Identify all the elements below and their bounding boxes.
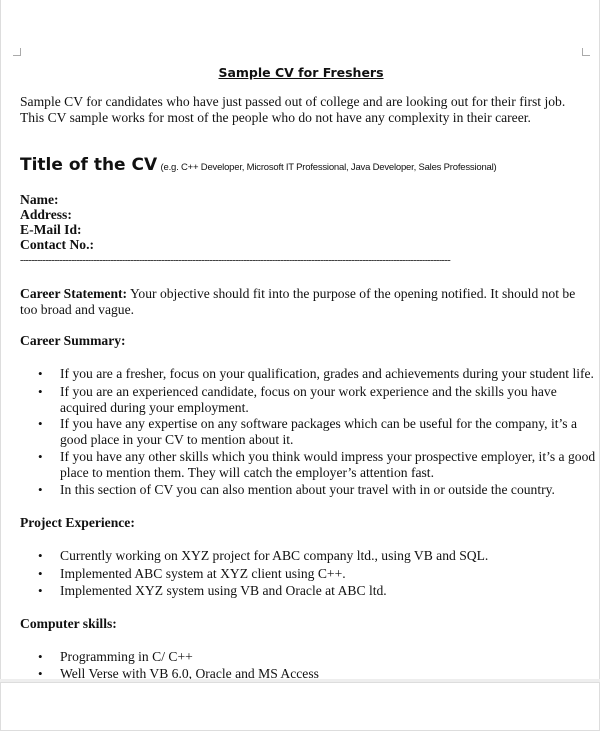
margin-corner-mark xyxy=(582,48,590,56)
bullet-icon: • xyxy=(38,482,43,497)
project-experience-heading: Project Experience: xyxy=(20,515,135,530)
computer-skills-heading: Computer skills: xyxy=(20,616,117,631)
contact-number: Contact No.: xyxy=(20,237,94,252)
next-page xyxy=(0,682,600,731)
career-statement-label: Career Statement: xyxy=(20,286,128,301)
bullet-icon: • xyxy=(38,666,43,680)
cv-title-label: Title of the CV xyxy=(20,155,158,175)
career-statement-line xyxy=(20,286,575,302)
bullet-icon: • xyxy=(38,384,43,399)
career-summary-heading: Career Summary: xyxy=(20,333,126,348)
cv-title-line xyxy=(20,155,497,176)
list-item: Implemented ABC system at XYZ client using C++. xyxy=(60,566,346,581)
list-item: If you are a fresher, focus on your qualification, grades and achievements during your student life. xyxy=(60,366,594,381)
list-item: If you are an experienced candidate, focus on your work experience and the skills you have xyxy=(60,384,557,399)
divider: -------------------------------------------------------------------------------------------------------------------------------------------------------- xyxy=(20,255,451,266)
list-item: Implemented XYZ system using VB and Oracle at ABC ltd. xyxy=(60,583,387,598)
list-item: place to mention them. They will catch the employer’s attention fast. xyxy=(60,465,434,480)
list-item: acquired during your employment. xyxy=(60,400,249,415)
contact-address: Address: xyxy=(20,207,72,222)
document-title: Sample CV for Freshers xyxy=(218,65,384,80)
bullet-icon: • xyxy=(38,366,43,381)
margin-corner-mark xyxy=(13,48,21,56)
list-item: Currently working on XYZ project for ABC company ltd., using VB and SQL. xyxy=(60,548,489,563)
bullet-icon: • xyxy=(38,649,43,664)
contact-name: Name: xyxy=(20,192,59,207)
bullet-icon: • xyxy=(38,449,43,464)
intro-line: This CV sample works for most of the people who do not have any complexity in their career. xyxy=(20,110,531,125)
cv-title-hint: (e.g. C++ Developer, Microsoft IT Professional, Java Developer, Sales Professional) xyxy=(160,162,497,173)
list-item: Programming in C/ C++ xyxy=(60,649,193,664)
list-item: Well Verse with VB 6.0, Oracle and MS Access xyxy=(60,666,319,680)
bullet-icon: • xyxy=(38,548,43,563)
list-item: If you have any other skills which you think would impress your prospective employer, it’s a good xyxy=(60,449,596,464)
bullet-icon: • xyxy=(38,566,43,581)
career-statement-text: Your objective should fit into the purpose of the opening notified. It should not be xyxy=(127,286,576,301)
bullet-icon: • xyxy=(38,583,43,598)
list-item: good place in your CV to mention about it. xyxy=(60,432,294,447)
contact-email: E-Mail Id: xyxy=(20,222,82,237)
intro-line: Sample CV for candidates who have just passed out of college and are looking out for their first job. xyxy=(20,94,566,109)
career-statement-text: too broad and vague. xyxy=(20,302,135,317)
list-item: In this section of CV you can also mention about your travel with in or outside the country. xyxy=(60,482,555,497)
bullet-icon: • xyxy=(38,416,43,431)
list-item: If you have any expertise on any software packages which can be useful for the company, it’s a xyxy=(60,416,577,431)
